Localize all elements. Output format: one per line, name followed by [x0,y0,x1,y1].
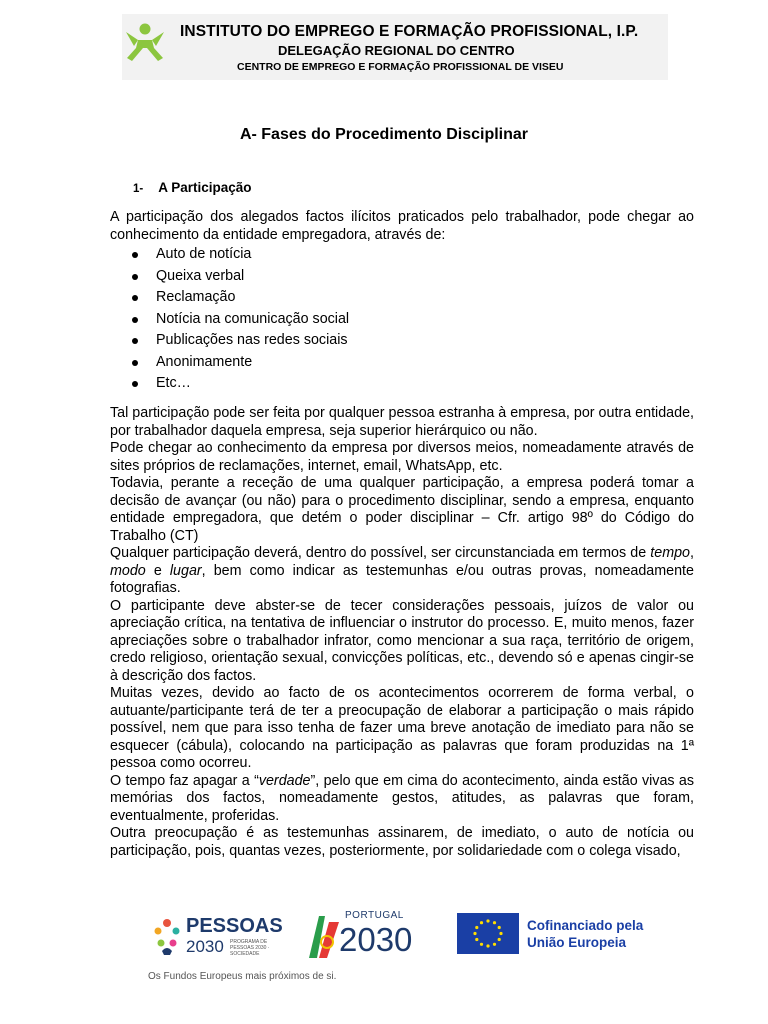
portugal-2030-logo [305,910,435,960]
pessoas-subtitle: PROGRAMA DE PESSOAS 2030 · SOCIEDADE [230,939,270,957]
list-item: Auto de notícia [130,244,349,266]
paragraph: Outra preocupação é as testemunhas assinarem, de imediato, o auto de notícia ou participação, pois, quantas vezes, posteriormente, por solidariedade com o colega visado, [110,825,694,859]
paragraph-text: , bem como indicar as testemunhas e/ou outras provas, nomeadamente fotografias. [110,562,694,596]
portugal-year: 2030 [339,921,413,958]
paragraph [110,773,694,826]
paragraph: Muitas vezes, devido ao facto de os acontecimentos ocorrerem de forma verbal, o autuante/participante terá de ter a preocupação de elaborar a participação o mais rápido possível, nem que para isso tenha de fazer uma breve anotação de imediato para não se esquecer (cábula), colocando na participação as palavras que foram produzidas na 1ª pessoa como ocorreu. [110,685,694,771]
portugal-label: PORTUGAL [345,910,404,921]
list-item: Etc… [130,373,349,395]
eu-text [527,917,643,951]
italic-term: lugar [169,562,202,579]
header-delegation: DELEGAÇÃO REGIONAL DO CENTRO [278,43,515,58]
body-text [110,405,694,860]
eu-line1: Cofinanciado pela [527,918,644,933]
list-item: Anonimamente [130,352,349,374]
list-item: Notícia na comunicação social [130,309,349,331]
document-header [122,14,668,80]
italic-term: verdade [258,772,311,789]
header-institute-name: INSTITUTO DO EMPREGO E FORMAÇÃO PROFISSIONAL, I.P. [180,23,639,40]
italic-term: tempo [650,545,691,561]
eu-flag-icon [457,913,519,954]
paragraph-text: e [145,562,170,579]
list-item: Reclamação [130,287,349,309]
header-center: CENTRO DE EMPREGO E FORMAÇÃO PROFISSIONAL DE VISEU [237,61,564,73]
paragraph-text: , [690,545,694,561]
section-label: A Participação [158,180,252,195]
intro-paragraph: A participação dos alegados factos ilícitos praticados pelo trabalhador, pode chegar ao conhecimento da entidade empregadora, através de: [110,209,694,243]
pessoas-2030-logo [150,915,300,959]
paragraph [110,545,694,598]
eu-line2: União Europeia [527,935,627,950]
portugal-flag-swoosh-icon [305,912,343,960]
paragraph-text: Qualquer participação deverá, dentro do possível, ser circunstanciada em termos de [110,545,651,561]
italic-term: modo [110,562,146,579]
footer-slogan: Os Fundos Europeus mais próximos de si. [148,971,337,982]
bullet-list [130,244,349,395]
section-number: 1- [133,183,144,195]
page-title: A- Fases do Procedimento Disciplinar [239,126,529,143]
pessoas-title: PESSOAS [186,915,283,937]
paragraph: Pode chegar ao conhecimento da empresa por diversos meios, nomeadamente através de sites próprios de reclamações, internet, email, WhatsApp, etc. [110,440,694,474]
list-item: Publicações nas redes sociais [130,330,349,352]
funding-footer [145,905,665,995]
iefp-star-logo-icon [124,22,166,62]
section-heading [133,180,252,195]
paragraph: Tal participação pode ser feita por qualquer pessoa estranha à empresa, por outra entidade, por trabalhador daquela empresa, seja superior hierárquico ou não. [110,405,694,439]
paragraph-text: ”, pelo que em cima do acontecimento, ainda estão vivas as memórias dos factos, nomeadamente gestos, atitudes, as palavras que foram, eventualmente, proferidas. [110,772,694,824]
paragraph: O participante deve abster-se de tecer considerações pessoais, juízos de valor ou apreciação crítica, na tentativa de influenciar o instrutor do processo. E, muito menos, fazer apreciações sobre o trabalhador infrator, como mencionar a sua raça, território de origem, credo religioso, orientação sexual, convicções políticas, etc., devendo só e apenas cingir-se à descrição dos factos. [110,597,694,684]
pessoas-people-icon [150,915,184,959]
list-item: Queixa verbal [130,266,349,288]
pessoas-year: 2030 [186,937,224,956]
eu-cofinanced-logo [457,913,667,958]
paragraph-text: O tempo faz apagar a “ [110,772,259,789]
paragraph: Todavia, perante a receção de uma qualquer participação, a empresa poderá tomar a decisão de avançar (ou não) para o procedimento disciplinar, sendo a empresa, enquanto entidade empregadora, que detém o poder disciplinar – Cfr. artigo 98º do Código do Trabalho (CT) [110,475,694,544]
